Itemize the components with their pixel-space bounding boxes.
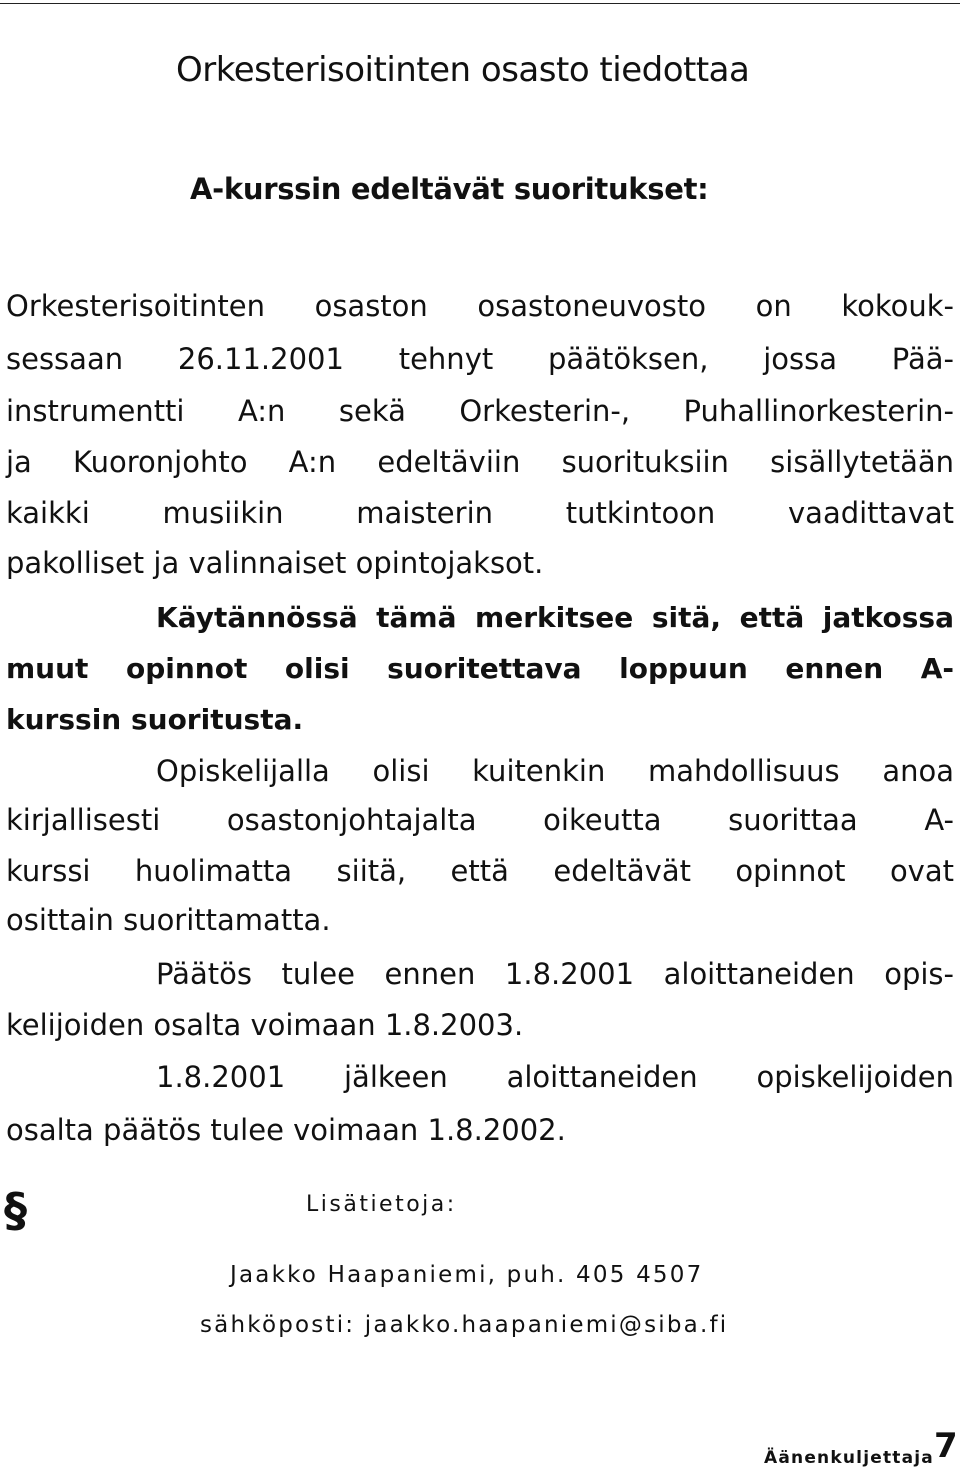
article-line: Päätös tulee ennen 1.8.2001 aloittaneiden opis- — [156, 957, 954, 991]
section-sign-icon: § — [4, 1183, 27, 1237]
contact-name-phone: Jaakko Haapaniemi, puh. 405 4507 — [230, 1262, 704, 1288]
footer-page-number: 7 — [934, 1426, 958, 1466]
article-emphasis-line: muut opinnot olisi suoritettava loppuun ennen A- — [6, 652, 954, 685]
top-rule — [0, 3, 960, 4]
article-line: kurssi huolimatta siitä, että edeltävät opinnot ovat — [6, 854, 954, 888]
article-emphasis-line: Käytännössä tämä merkitsee sitä, että jatkossa — [156, 601, 954, 634]
article-line: kirjallisesti osastonjohtajalta oikeutta suorittaa A- — [6, 803, 954, 837]
article-emphasis-line: kurssin suoritusta. — [6, 703, 304, 736]
article-line: kelijoiden osalta voimaan 1.8.2003. — [6, 1008, 524, 1042]
footer-publication-name: Äänenkuljettaja — [764, 1448, 934, 1468]
article-line: osalta päätös tulee voimaan 1.8.2002. — [6, 1113, 566, 1147]
article-line: osittain suorittamatta. — [6, 903, 331, 937]
article-line: ja Kuoronjohto A:n edeltäviin suorituksiin sisällytetään — [6, 445, 954, 479]
article-line: sessaan 26.11.2001 tehnyt päätöksen, jossa Pää- — [6, 342, 954, 376]
contact-email: sähköposti: jaakko.haapaniemi@siba.fi — [200, 1312, 729, 1338]
info-label: Lisätietoja: — [306, 1192, 457, 1217]
page-header-title: Orkesterisoitinten osasto tiedottaa — [176, 50, 750, 90]
article-line: instrumentti A:n sekä Orkesterin-, Puhallinorkesterin- — [6, 394, 954, 428]
article-line: 1.8.2001 jälkeen aloittaneiden opiskelijoiden — [156, 1060, 954, 1094]
article-line: pakolliset ja valinnaiset opintojaksot. — [6, 546, 544, 580]
article-line: kaikki musiikin maisterin tutkintoon vaadittavat — [6, 496, 954, 530]
article-heading: A-kurssin edeltävät suoritukset: — [190, 172, 709, 206]
article-line: Orkesterisoitinten osaston osastoneuvosto on kokouk- — [6, 289, 954, 323]
article-line: Opiskelijalla olisi kuitenkin mahdollisuus anoa — [156, 754, 954, 788]
